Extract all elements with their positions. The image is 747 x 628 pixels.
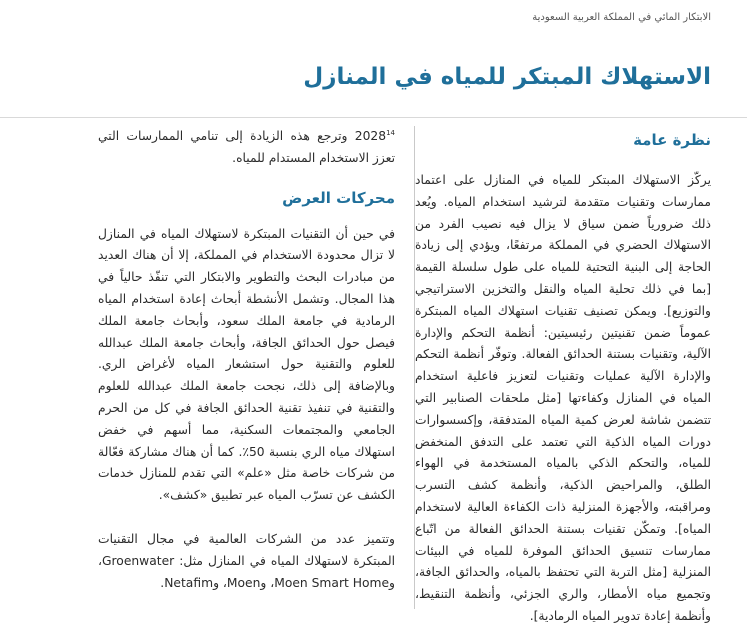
intro-text: وترجع هذه الزيادة إلى تنامي الممارسات التي تعزز الاستخدام المستدام للمياه. — [98, 129, 395, 165]
drivers-paragraph-2: وتتميز عدد من الشركات العالمية في مجال التقنيات المبتكرة لاستهلاك المياه في المنازل مثل: Groenwater، وMoen Smart Home، وMoen، وNetafim. — [98, 531, 395, 590]
footnote-ref: 14 — [386, 128, 395, 137]
continued-paragraph — [98, 126, 395, 170]
drivers-paragraph-1: في حين أن التقنيات المبتكرة لاستهلاك المياه في المنازل لا تزال محدودة الاستخدام في المملكة، إلا أن هناك العديد من مبادرات البحث والتطوير والابتكار التي تنفّذ حالياً في هذا المجال. وتشمل الأنشطة أبحاث إعادة استخدام المياه الرمادية في جامعة الملك سعود، وأبحاث جامعة الملك فيصل حول الحدائق الجافة، وأبحاث جامعة الملك عبدالله للعلوم والتقنية حول استشعار المياه لأغراض الري. وبالإضافة إلى ذلك، نجحت جامعة الملك عبدالله للعلوم والتقنية في تنفيذ تقنية الحدائق الجافة في كل من الحرم الجامعي والمجتمعات السكنية، مما أسهم في خفض استهلاك مياه الري بنسبة 50٪. كما أن هناك مشاركة فعّالة من شركات خاصة مثل «علم» التي تقدم للمنازل خدمات الكشف عن تسرّب المياه عبر تطبيق «كشف». — [98, 226, 395, 503]
drivers-heading: محركات العرض — [282, 188, 395, 207]
column-divider — [414, 126, 415, 609]
intro-year: 2028 — [354, 129, 387, 143]
header — [0, 0, 747, 42]
title-divider — [0, 117, 747, 118]
overview-column — [415, 126, 711, 623]
report-title: الابتكار المائي في المملكة العربية السعودية — [532, 12, 711, 23]
overview-paragraph: يركّز الاستهلاك المبتكر للمياه في المنازل على اعتماد ممارسات وتقنيات متقدمة لترشيد استخدام المياه. ويُعد ذلك ضرورياً ضمن سياق لا يزال فيه نصيب الفرد من الاستهلاك الحضري في المملكة مرتفعًا، ويؤدي إلى زيادة الحاجة إلى البنية التحتية للمياه على طول سلسلة القيمة [بما في ذلك تحلية المياه والنقل والتخزين الاستراتيجي والتوزيع]. ويمكن تصنيف تقنيات استهلاك المياه المبتكرة عموماً ضمن تقنيتين رئيسيتين: أنظمة التحكم والإدارة الآلية، وتقنيات بستنة الحدائق الفعالة. وتوفّر أنظمة التحكم والإدارة الآلية عمليات وتقنيات لتعزيز فاعلية استخدام المياه في المنازل وكفاءتها [مثل ملحقات الصنابير التي تتضمن شاشة لعرض كمية المياه المتدفقة، وإكسسوارات دورات المياه الذكية التي تعتمد على التدفق المنخفض للمياه، والتحكم الذكي بالمياه المستخدمة في الهواء الطلق، والمراحيض الذكية، وأنظمة كشف التسرب ومراقبته، والأجهزة المنزلية ذات الكفاءة العالية لاستخدام المياه]. وتمكّن تقنيات بستنة الحدائق الفعالة من اتّباع ممارسات تنسيق الحدائق الموفرة للمياه في البيئات المنزلية [مثل التربة التي تحتفظ بالمياه، والحدائق الجافة، وتجميع مياه الأمطار، والري الجزئي، وأنظمة التنقيط، وأنظمة إعادة تدوير المياه الرمادية]. — [415, 173, 711, 623]
overview-heading: نظرة عامة — [633, 131, 711, 149]
drivers-column — [98, 126, 395, 594]
page-title: الاستهلاك المبتكر للمياه في المنازل — [303, 64, 711, 90]
